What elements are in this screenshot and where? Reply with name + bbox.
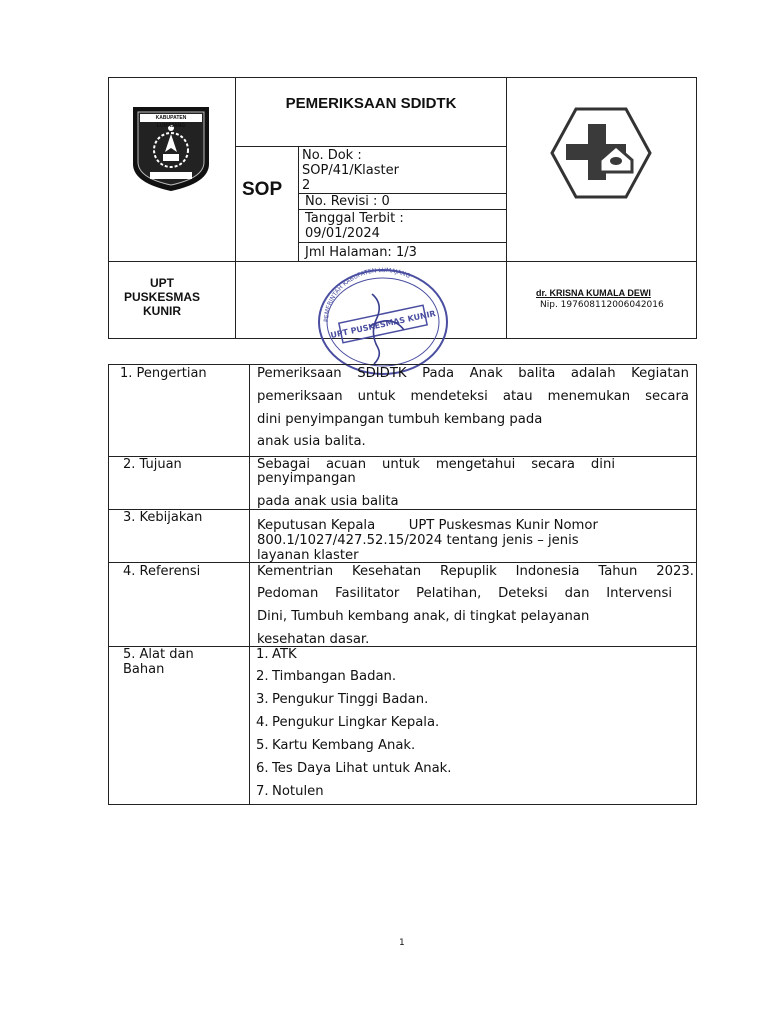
alat-item-text: Kartu Kembang Anak.: [272, 738, 416, 753]
label-alat-2: Bahan: [123, 662, 165, 677]
referensi-line-3: Dini, Tumbuh kembang anak, di tingkat pelayanan: [257, 609, 590, 624]
alat-item-text: Timbangan Badan.: [272, 669, 397, 684]
label-kebijakan: 3. Kebijakan: [123, 510, 203, 525]
org-name: [108, 276, 216, 318]
pengertian-line-4: anak usia balita.: [257, 434, 366, 449]
referensi-line-4: kesehatan dasar.: [257, 632, 370, 647]
stamp-text: PEMERINTAH KABUPATEN LUMAJANG: [322, 266, 412, 323]
tujuan-line-1: Sebagai acuan untuk mengetahui secara dini: [257, 457, 615, 472]
alat-item-num: 3.: [256, 692, 269, 707]
tujuan-line-3: pada anak usia balita: [257, 494, 399, 509]
label-alat-1: 5. Alat dan: [123, 647, 194, 662]
page-title: PEMERIKSAAN SDIDTK: [285, 95, 457, 112]
svg-text:PEMERINTAH KABUPATEN LUMAJANG: [323, 267, 412, 322]
halaman: Jml Halaman: 1/3: [305, 245, 417, 260]
pengertian-line-3: dini penyimpangan tumbuh kembang pada: [257, 412, 543, 427]
org-line-1: UPT: [150, 276, 174, 290]
alat-item-text: Pengukur Lingkar Kepala.: [272, 715, 440, 730]
alat-item-text: Pengukur Tinggi Badan.: [272, 692, 429, 707]
kebijakan-line-2: 800.1/1027/427.52.15/2024 tentang jenis – jenis: [257, 533, 579, 548]
kebijakan-line-1: Keputusan Kepala UPT Puskesmas Kunir Nomor: [257, 518, 598, 533]
tanggal-line-2: 09/01/2024: [305, 226, 380, 241]
signer-nip: Nip. 197608112006042016: [540, 300, 664, 310]
org-line-2: PUSKESMAS: [123, 290, 200, 304]
org-line-3: KUNIR: [143, 304, 181, 318]
no-dok-line-1: No. Dok :: [302, 148, 362, 163]
referensi-line-2: Pedoman Fasilitator Pelatihan, Deteksi dan Intervensi: [257, 586, 672, 601]
tanggal-line-1: Tanggal Terbit :: [305, 211, 404, 226]
label-referensi: 4. Referensi: [123, 564, 201, 579]
alat-item-text: Notulen: [272, 784, 324, 799]
label-tujuan: 2. Tujuan: [123, 457, 182, 472]
logo-caption: KABUPATEN LUMAJANG: [155, 115, 187, 129]
puskesmas-logo: [550, 106, 652, 200]
sop-label: SOP: [242, 179, 283, 200]
no-dok-line-2: SOP/41/Klaster: [302, 163, 399, 178]
alat-item-num: 5.: [256, 738, 269, 753]
alat-item-text: ATK: [272, 647, 297, 662]
signer-name: dr. KRISNA KUMALA DEWI: [536, 288, 651, 298]
lumajang-logo: [130, 104, 212, 192]
official-stamp: [312, 264, 454, 376]
kebijakan-line-3: layanan klaster: [257, 548, 359, 563]
alat-item-num: 4.: [256, 715, 269, 730]
no-dok-line-3: 2: [302, 178, 311, 193]
alat-item-num: 6.: [256, 761, 269, 776]
page-number: 1: [399, 938, 405, 948]
alat-item-text: Tes Daya Lihat untuk Anak.: [272, 761, 452, 776]
alat-item-num: 1.: [256, 647, 269, 662]
label-pengertian: 1. Pengertian: [120, 366, 207, 381]
pengertian-line-1: Pemeriksaan SDIDTK Pada Anak balita adalah Kegiatan: [257, 366, 689, 381]
alat-item-num: 2.: [256, 669, 269, 684]
stamp-center: UPT PUSKESMAS KUNIR: [329, 308, 437, 341]
alat-item-num: 7.: [256, 784, 269, 799]
tujuan-line-2: penyimpangan: [257, 471, 356, 486]
referensi-line-1: Kementrian Kesehatan Repuplik Indonesia Tahun 2023.: [257, 564, 694, 579]
pengertian-line-2: pemeriksaan untuk mendeteksi atau menemukan secara: [257, 389, 689, 404]
no-revisi: No. Revisi : 0: [305, 194, 390, 209]
